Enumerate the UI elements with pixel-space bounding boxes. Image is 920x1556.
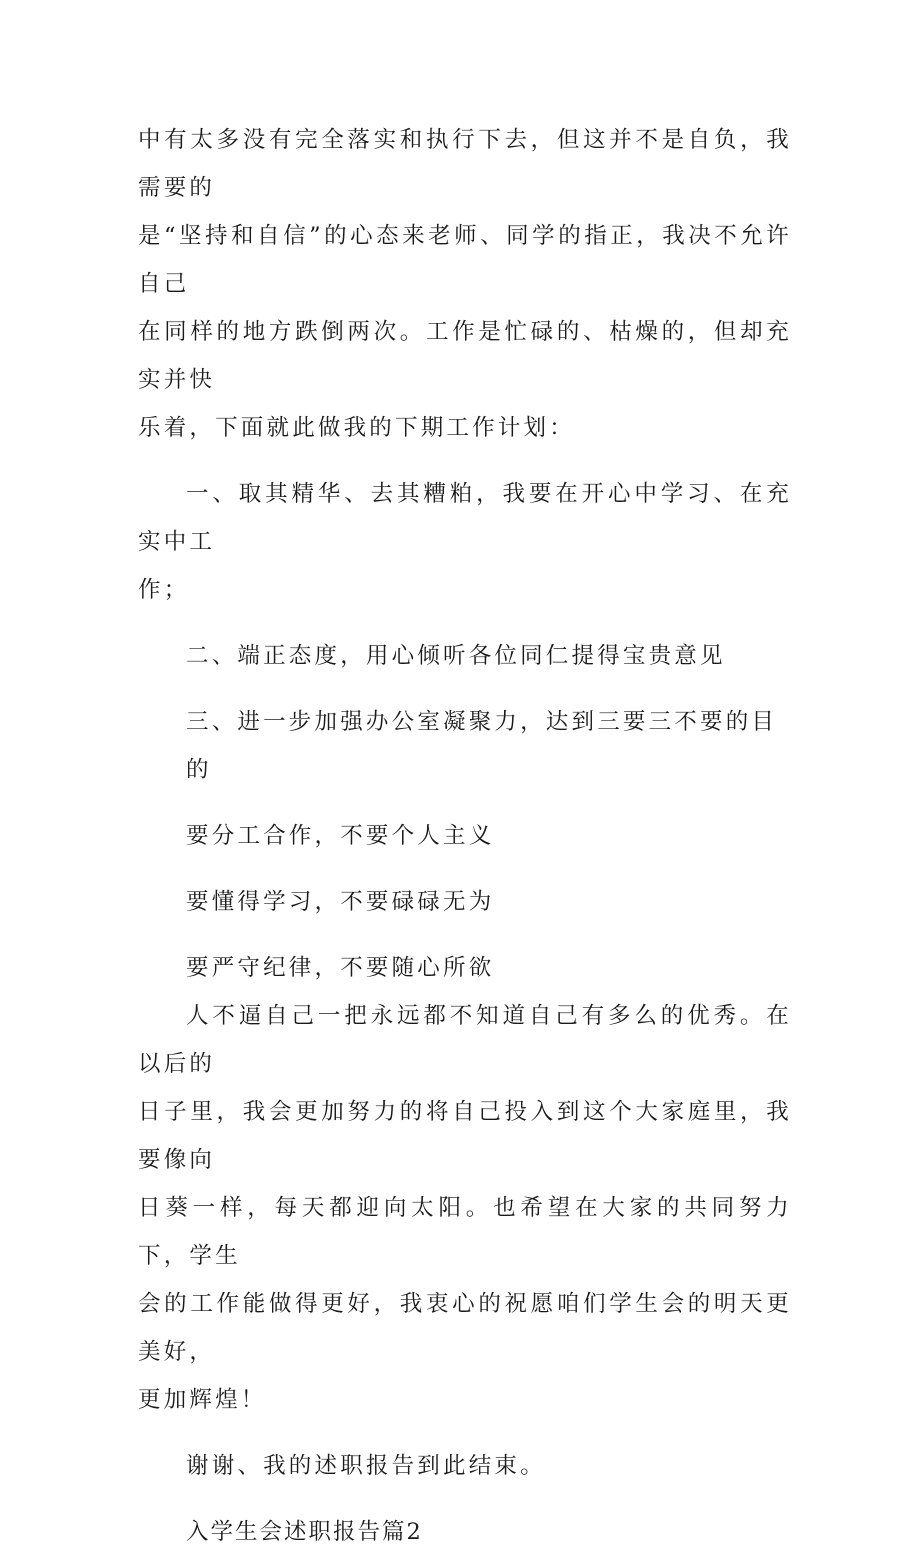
text-line: 是“坚持和自信”的心态来老师、同学的指正，我决不允许自己: [138, 223, 792, 297]
plan-item-1: [138, 470, 792, 614]
text-line: 乐着，下面就此做我的下期工作计划：: [138, 415, 575, 441]
text-line: 人不逼自己一把永远都不知道自己有多么的优秀。在以后的: [138, 1003, 792, 1077]
text-line: 作；: [138, 577, 190, 603]
paragraph-continuation: [138, 116, 792, 452]
text-line: 中有太多没有完全落实和执行下去，但这并不是自负，我需要的: [138, 127, 792, 201]
sub-item-2: 要懂得学习，不要碌碌无为: [186, 889, 495, 915]
section-title: 入学生会述职报告篇2: [186, 1519, 423, 1545]
text-line: 一、取其精华、去其糟粕，我要在开心中学习、在充实中工: [138, 481, 792, 555]
text-line: 日子里，我会更加努力的将自己投入到这个大家庭里，我要像向: [138, 1099, 792, 1173]
plan-item-2: 二、端正态度，用心倾听各位同仁提得宝贵意见: [186, 643, 726, 669]
closing-line: 谢谢、我的述职报告到此结束。: [186, 1453, 546, 1479]
text-line: 日葵一样，每天都迎向太阳。也希望在大家的共同努力下，学生: [138, 1195, 792, 1269]
text-line: 会的工作能做得更好，我衷心的祝愿咱们学生会的明天更美好，: [138, 1291, 792, 1365]
paragraph-closing-remarks: [138, 992, 792, 1424]
sub-item-3: 要严守纪律，不要随心所欲: [186, 955, 495, 981]
text-line: 在同样的地方跌倒两次。工作是忙碌的、枯燥的，但却充实并快: [138, 319, 792, 393]
document-body: [138, 116, 792, 1556]
plan-item-3: 三、进一步加强办公室凝聚力，达到三要三不要的目的: [186, 709, 778, 783]
sub-item-1: 要分工合作，不要个人主义: [186, 823, 495, 849]
text-line: 更加辉煌！: [138, 1387, 267, 1413]
